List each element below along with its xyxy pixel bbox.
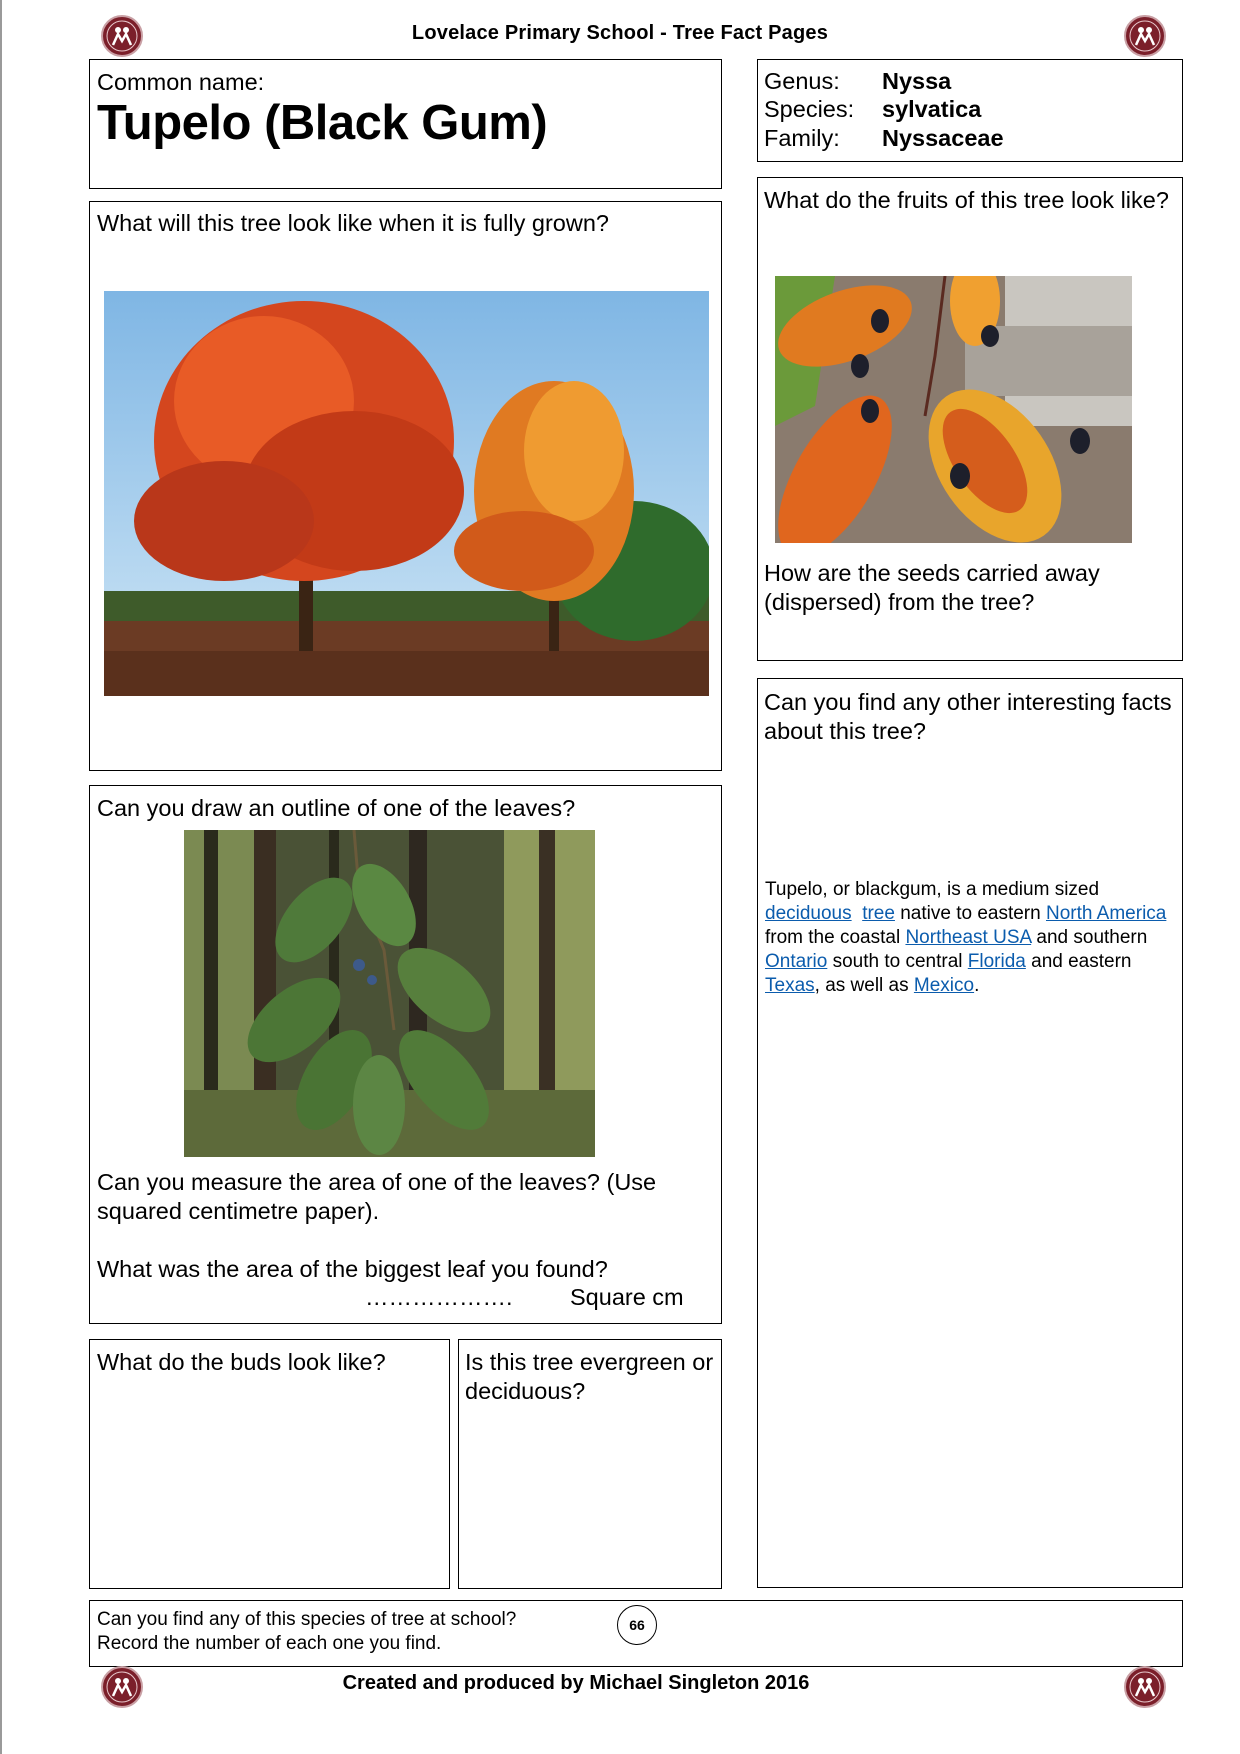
- evergreen-question: Is this tree evergreen or deciduous?: [465, 1349, 714, 1404]
- link-northeast-usa[interactable]: Northeast USA: [905, 927, 1032, 948]
- interesting-facts-box: [757, 678, 1183, 1588]
- leaf-outline-question: Can you draw an outline of one of the leaves?: [97, 795, 576, 821]
- leaf-area-unit: Square cm: [570, 1284, 684, 1310]
- species-label: Species:: [764, 96, 855, 122]
- common-name-label: Common name:: [97, 69, 265, 95]
- link-mexico[interactable]: Mexico: [913, 975, 975, 996]
- family-label: Family:: [764, 125, 840, 151]
- school-count-question: Can you find any of this species of tree at school?: [97, 1609, 517, 1630]
- link-florida[interactable]: Florida: [967, 951, 1026, 972]
- footer-credit: Created and produced by Michael Singleton 2016: [342, 1672, 810, 1694]
- page-edge: [0, 0, 2, 1754]
- genus-value: Nyssa: [882, 68, 952, 94]
- fruit-question: What do the fruits of this tree look like?: [764, 187, 1169, 213]
- seeds-dispersal-question: How are the seeds carried away (dispersed) from the tree?: [764, 560, 1100, 615]
- biggest-leaf-question: What was the area of the biggest leaf you found?: [97, 1256, 608, 1282]
- common-name-value: Tupelo (Black Gum): [97, 96, 548, 150]
- school-count-instruction: Record the number of each one you find.: [97, 1633, 442, 1654]
- species-value: sylvatica: [882, 96, 982, 122]
- family-value: Nyssaceae: [882, 125, 1004, 151]
- facts-text: and southern: [1031, 927, 1148, 948]
- link-north-america[interactable]: North America: [1045, 903, 1167, 924]
- interesting-facts-question: Can you find any other interesting facts about this tree?: [764, 689, 1172, 744]
- facts-paragraph: [765, 878, 1175, 998]
- buds-question: What do the buds look like?: [97, 1349, 386, 1375]
- facts-text: .: [974, 975, 980, 996]
- link-texas[interactable]: Texas: [765, 975, 815, 996]
- facts-text: Tupelo, or blackgum, is a medium sized: [765, 879, 1100, 900]
- genus-label: Genus:: [764, 68, 840, 94]
- fully-grown-question: What will this tree look like when it is fully grown?: [97, 210, 609, 236]
- leaf-area-answer-blank[interactable]: ……………….: [365, 1284, 513, 1310]
- tupelo-fruit-photo: [775, 276, 1132, 543]
- link-tree[interactable]: tree: [862, 903, 895, 924]
- autumn-tree-photo: [104, 291, 709, 696]
- link-deciduous[interactable]: deciduous: [765, 903, 852, 924]
- page-number: 66: [617, 1605, 657, 1645]
- facts-text: native to eastern: [894, 903, 1046, 924]
- tupelo-leaves-photo: [184, 830, 595, 1157]
- facts-text: , as well as: [814, 975, 914, 996]
- page-header-title: Lovelace Primary School - Tree Fact Pages: [411, 22, 829, 44]
- facts-text: south to central: [827, 951, 968, 972]
- leaf-area-question: Can you measure the area of one of the leaves? (Use squared centimetre paper).: [97, 1169, 657, 1224]
- facts-text: and eastern: [1025, 951, 1132, 972]
- link-ontario[interactable]: Ontario: [765, 951, 828, 972]
- facts-text: from the coastal: [765, 927, 906, 948]
